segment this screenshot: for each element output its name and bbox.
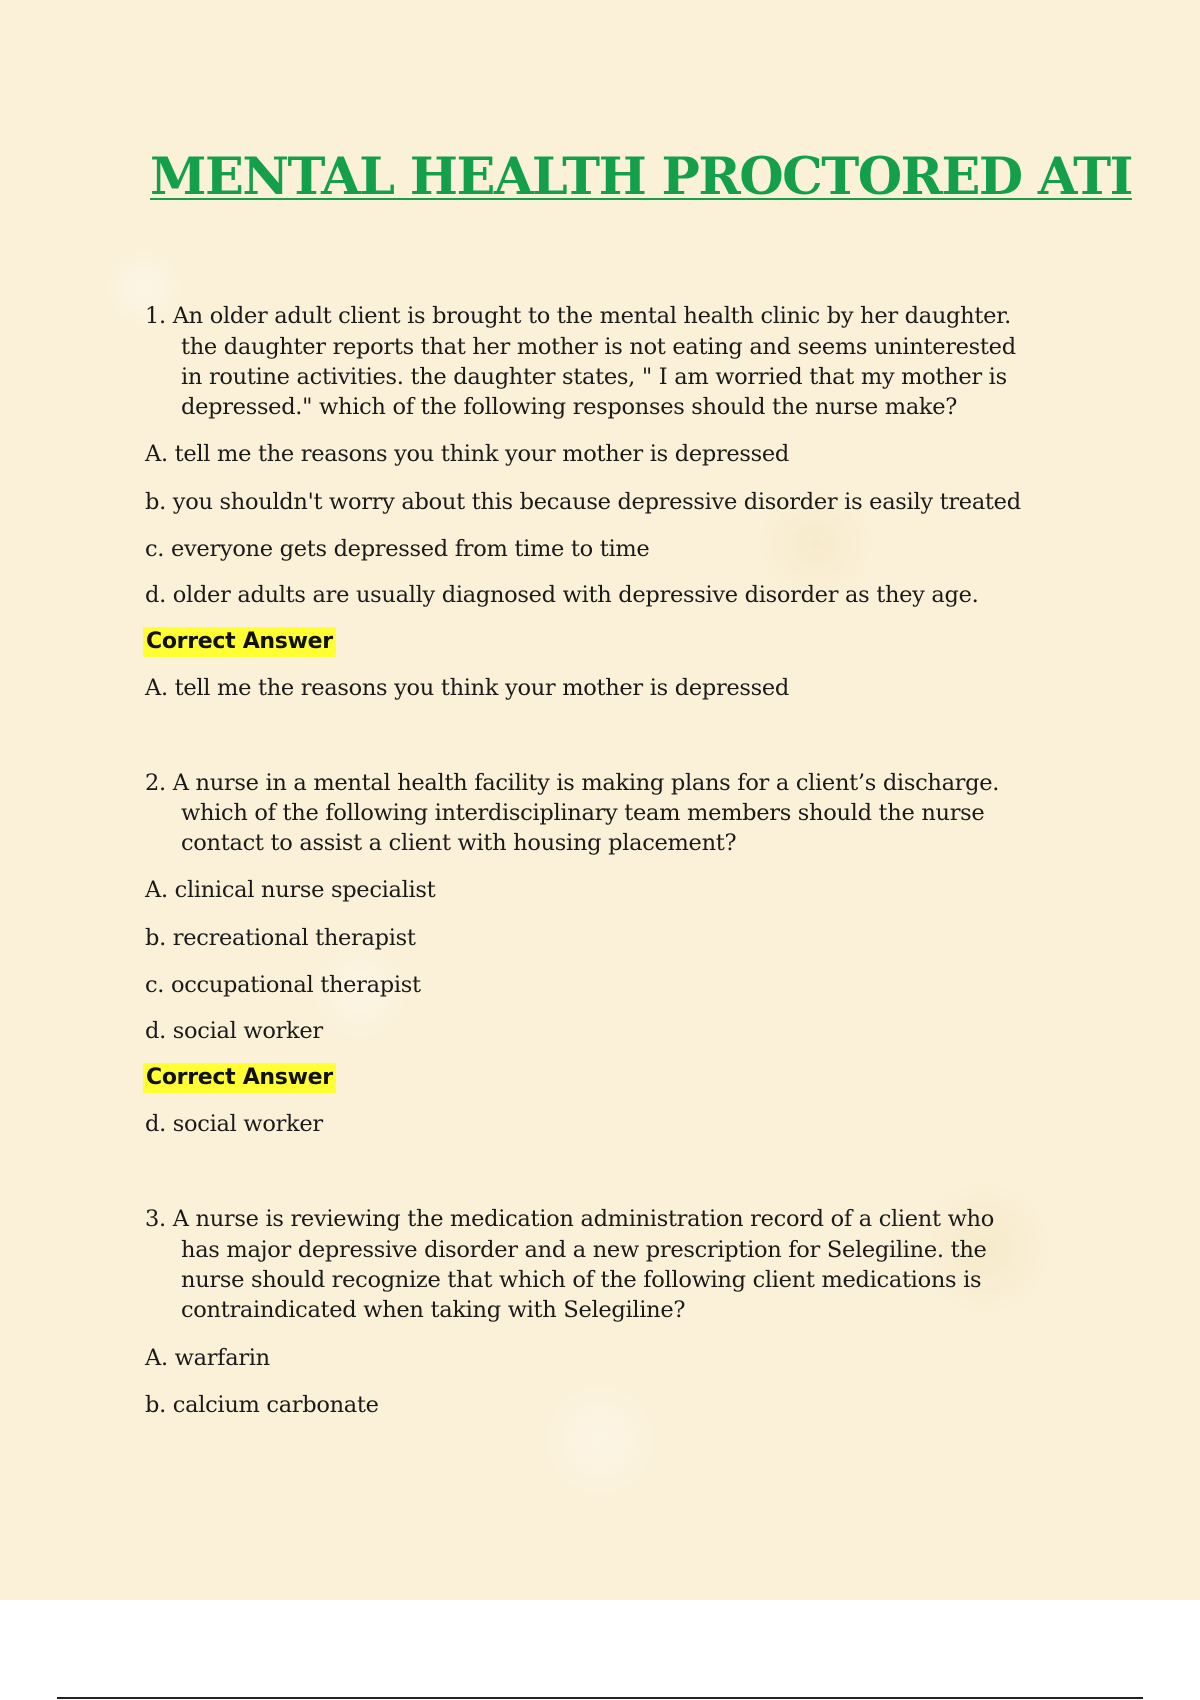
question-1-option-c: c. everyone gets depressed from time to time xyxy=(145,536,650,562)
question-2-stem-line-1: 2. A nurse in a mental health facility is making plans for a client’s discharge. xyxy=(145,770,1000,796)
question-2-option-a: A. clinical nurse specialist xyxy=(145,877,436,903)
question-1-stem-line-3: in routine activities. the daughter states, " I am worried that my mother is xyxy=(181,364,1007,390)
question-1-stem-line-4: depressed." which of the following responses should the nurse make? xyxy=(181,394,958,420)
question-3-option-b: b. calcium carbonate xyxy=(145,1392,379,1418)
question-1-correct-answer-label: Correct Answer xyxy=(143,627,336,657)
question-2-answer: d. social worker xyxy=(145,1111,323,1137)
question-2-option-c: c. occupational therapist xyxy=(145,972,421,998)
question-3-stem-line-4: contraindicated when taking with Selegiline? xyxy=(181,1297,686,1323)
question-1-stem-line-2: the daughter reports that her mother is not eating and seems uninterested xyxy=(181,334,1016,360)
question-3-stem-line-1: 3. A nurse is reviewing the medication administration record of a client who xyxy=(145,1206,994,1232)
question-2-option-b: b. recreational therapist xyxy=(145,925,416,951)
question-1-answer: A. tell me the reasons you think your mother is depressed xyxy=(145,675,790,701)
document-title: MENTAL HEALTH PROCTORED ATI xyxy=(150,147,1132,207)
question-3-stem-line-2: has major depressive disorder and a new prescription for Selegiline. the xyxy=(181,1237,987,1263)
question-1-option-b: b. you shouldn't worry about this because depressive disorder is easily treated xyxy=(145,489,1021,515)
question-2-stem-line-2: which of the following interdisciplinary team members should the nurse xyxy=(181,800,985,826)
footer-divider xyxy=(57,1697,1143,1699)
question-1-stem-line-1: 1. An older adult client is brought to the mental health clinic by her daughter. xyxy=(145,303,1011,329)
question-1-option-d: d. older adults are usually diagnosed with depressive disorder as they age. xyxy=(145,582,979,608)
question-2-stem-line-3: contact to assist a client with housing placement? xyxy=(181,830,737,856)
question-2-option-d: d. social worker xyxy=(145,1018,323,1044)
question-1-option-a: A. tell me the reasons you think your mother is depressed xyxy=(145,441,790,467)
question-3-stem-line-3: nurse should recognize that which of the following client medications is xyxy=(181,1267,982,1293)
question-3-option-a: A. warfarin xyxy=(145,1345,270,1371)
question-2-correct-answer-label: Correct Answer xyxy=(143,1063,336,1093)
